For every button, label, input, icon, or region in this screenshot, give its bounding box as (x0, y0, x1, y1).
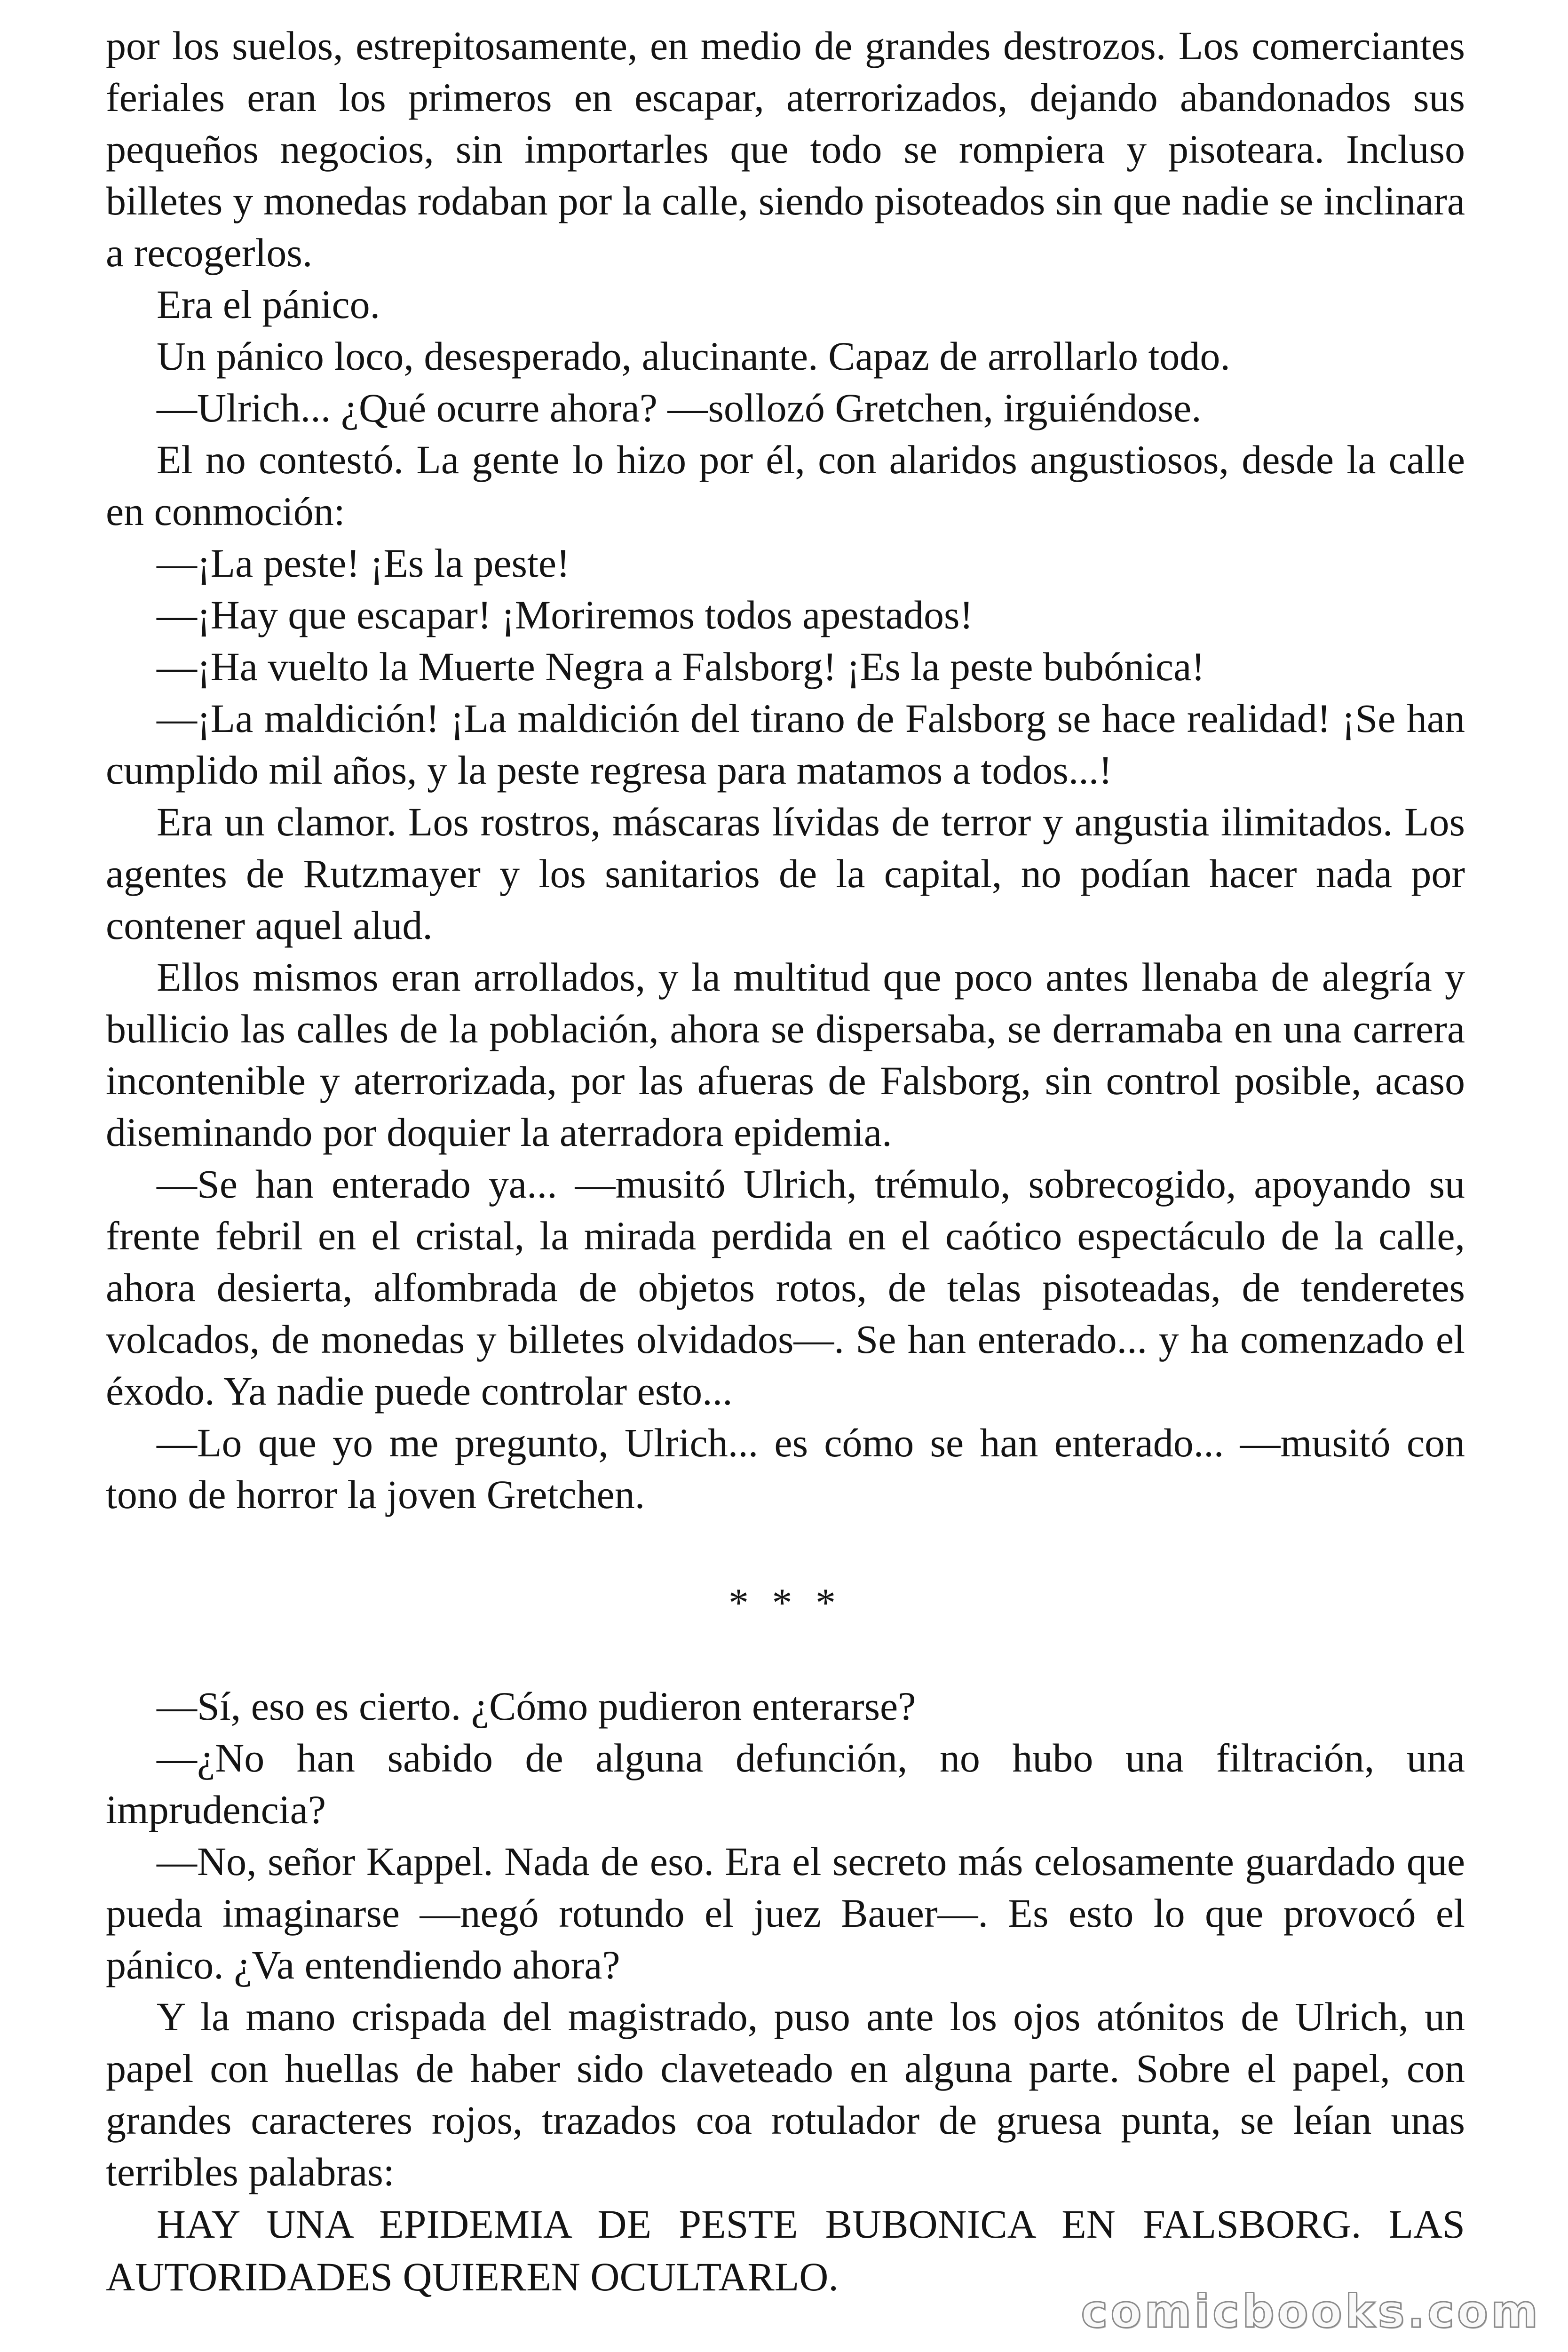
paragraph-8: —¡Ha vuelto la Muerte Negra a Falsborg! ¡Es la peste bubónica! (157, 644, 1205, 689)
paragraph-16: —No, señor Kappel. Nada de eso. Era el secreto más celosamente guardado que pueda imaginarse —negó rotundo el juez Bauer—. Es esto lo que provocó el pánico. ¿Va entendiendo ahora? (106, 1839, 1465, 1987)
section-separator: * * * (729, 1580, 842, 1625)
paragraph-7: —¡Hay que escapar! ¡Moriremos todos apestados! (157, 592, 974, 637)
paragraph-4: —Ulrich... ¿Qué ocurre ahora? —sollozó Gretchen, irguiéndose. (157, 385, 1202, 430)
paragraph-11: Ellos mismos eran arrollados, y la multitud que poco antes llenaba de alegría y bullicio las calles de la población, ahora se dispersaba, se derramaba en una carrera incontenible y aterrorizada, por las afueras de Falsborg, sin control posible, acaso diseminando por doquier la aterradora epidemia. (106, 954, 1465, 1155)
paragraph-12: —Se han enterado ya... —musitó Ulrich, trémulo, sobrecogido, apoyando su frente febril en el cristal, la mirada perdida en el caótico espectáculo de la calle, ahora desierta, alfombrada de objetos rotos, de telas pisoteadas, de tenderetes volcados, de monedas y billetes olvidados—. Se han enterado... y ha comenzado el éxodo. Ya nadie puede controlar esto... (106, 1161, 1465, 1414)
paragraph-5: El no contestó. La gente lo hizo por él, con alaridos angustiosos, desde la calle en conmoción: (106, 437, 1465, 534)
paragraph-13: —Lo que yo me pregunto, Ulrich... es cómo se han enterado... —musitó con tono de horror la joven Gretchen. (106, 1420, 1465, 1517)
paragraph-17: Y la mano crispada del magistrado, puso ante los ojos atónitos de Ulrich, un papel con huellas de haber sido claveteado en alguna parte. Sobre el papel, con grandes caracteres rojos, trazados coa rotulador de gruesa punta, se leían unas terribles palabras: (106, 1994, 1465, 2194)
page-text (106, 20, 1465, 2303)
paragraph-2: Era el pánico. (157, 282, 380, 327)
block-quote: HAY UNA EPIDEMIA DE PESTE BUBONICA EN FALSBORG. LAS AUTORIDADES QUIEREN OCULTARLO. (106, 2201, 1465, 2299)
paragraph-15: —¿No han sabido de alguna defunción, no hubo una filtración, una imprudencia? (106, 1735, 1465, 1832)
paragraph-10: Era un clamor. Los rostros, máscaras lívidas de terror y angustia ilimitados. Los agentes de Rutzmayer y los sanitarios de la capital, no podían hacer nada por contener aquel alud. (106, 799, 1465, 948)
paragraph-6: —¡La peste! ¡Es la peste! (157, 540, 570, 586)
paragraph-3: Un pánico loco, desesperado, alucinante. Capaz de arrollarlo todo. (157, 334, 1230, 379)
paragraph-1: por los suelos, estrepitosamente, en medio de grandes destrozos. Los comerciantes feriales eran los primeros en escapar, aterrorizados, dejando abandonados sus pequeños negocios, sin importarles que todo se rompiera y pisoteara. Incluso billetes y monedas rodaban por la calle, siendo pisoteados sin que nadie se inclinara a recogerlos. (106, 23, 1465, 275)
paragraph-14: —Sí, eso es cierto. ¿Cómo pudieron enterarse? (157, 1684, 916, 1729)
watermark-logo: comicbooks.com (1081, 2285, 1541, 2338)
paragraph-9: —¡La maldición! ¡La maldición del tirano de Falsborg se hace realidad! ¡Se han cumplido mil años, y la peste regresa para matamos a todos...! (106, 696, 1465, 793)
